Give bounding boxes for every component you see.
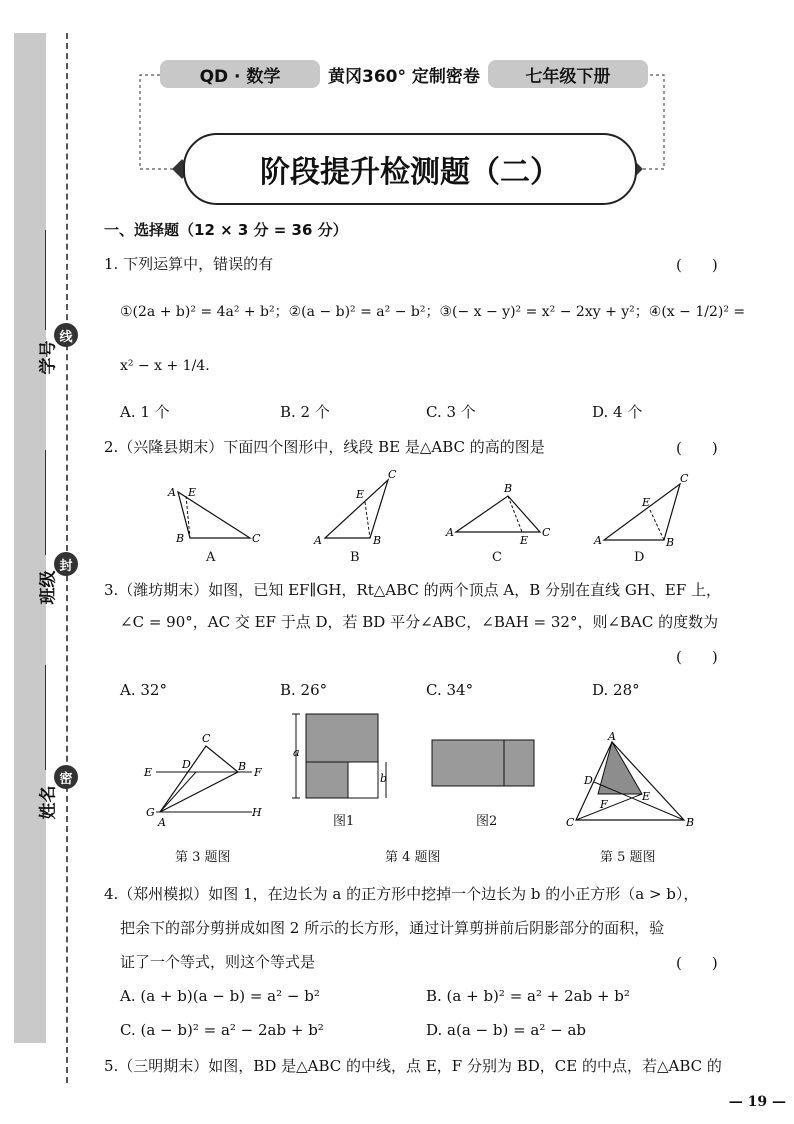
figure-5-caption: 第 5 题图 xyxy=(600,850,656,865)
name-line xyxy=(45,665,46,770)
svg-text:B: B xyxy=(504,482,513,495)
svg-text:C: C xyxy=(566,816,575,829)
svg-text:H: H xyxy=(252,806,262,819)
class-line xyxy=(45,450,46,555)
svg-text:A: A xyxy=(594,534,602,546)
svg-text:B: B xyxy=(176,532,185,545)
q1-line2: x² − x + 1/4. xyxy=(120,358,210,374)
q2-caption-c: C xyxy=(492,550,502,565)
svg-text:B: B xyxy=(666,536,675,546)
svg-text:B: B xyxy=(373,534,382,546)
svg-text:C: C xyxy=(202,732,211,745)
subject-pill: QD · 数学 xyxy=(160,60,320,88)
svg-text:C: C xyxy=(680,472,689,485)
svg-text:a: a xyxy=(293,746,300,759)
student-id-line xyxy=(45,230,46,330)
q1-option-a: A. 1 个 xyxy=(120,403,170,421)
section-heading: 一、选择题（12 × 3 分 = 36 分） xyxy=(104,221,348,239)
q4-answer-paren: ( ) xyxy=(676,954,718,972)
q2-fig-d xyxy=(593,472,689,546)
page-title: 阶段提升检测题（二） xyxy=(183,133,637,205)
seal-secret-mark: 密 xyxy=(54,765,78,789)
svg-text:C: C xyxy=(388,468,397,481)
svg-text:E: E xyxy=(356,488,365,501)
q1-option-b: B. 2 个 xyxy=(280,403,330,421)
q4-option-d: D. a(a − b) = a² − ab xyxy=(426,1021,587,1039)
svg-text:C: C xyxy=(542,526,551,539)
figure-3-caption: 第 3 题图 xyxy=(175,850,231,865)
figure-4-caption: 第 4 题图 xyxy=(385,850,441,865)
svg-text:A: A xyxy=(314,534,322,546)
q2-fig-b xyxy=(313,468,397,546)
figure-4-tu1 xyxy=(290,708,390,808)
svg-text:E: E xyxy=(642,496,651,509)
q5-line1: 5.（三明期末）如图，BD 是△ABC 的中线，点 E，F 分别为 BD，CE 的中点，若△ABC 的 xyxy=(104,1057,722,1075)
q1-option-c: C. 3 个 xyxy=(426,403,476,421)
q2-stem: 2.（兴隆县期末）下面四个图形中，线段 BE 是△ABC 的高的图是 xyxy=(104,438,545,456)
q4-line1: 4.（郑州模拟）如图 1，在边长为 a 的正方形中挖掉一个边长为 b 的小正方形（a > b）， xyxy=(104,885,699,903)
figure-4-tu2 xyxy=(430,738,536,788)
q2-answer-paren: ( ) xyxy=(676,439,718,457)
svg-text:C: C xyxy=(252,532,261,545)
svg-text:E: E xyxy=(188,486,197,499)
svg-text:b: b xyxy=(380,772,388,785)
svg-text:A: A xyxy=(168,486,176,499)
q3-option-b: B. 26° xyxy=(280,681,328,699)
svg-text:E: E xyxy=(642,790,651,803)
class-label: 班级 xyxy=(38,570,59,605)
seal-line-mark: 线 xyxy=(54,323,78,347)
q1-line1: ①(2a + b)² = 4a² + b²；②(a − b)² = a² − b²；③(− x − y)² = x² − 2xy + y²；④(x − 1/2)² = xyxy=(120,304,746,320)
q2-caption-d: D xyxy=(634,550,645,565)
q2-caption-b: B xyxy=(350,550,360,565)
q3-line2: ∠C = 90°，AC 交 EF 于点 D，若 BD 平分∠ABC，∠BAH = 32°，则∠BAC 的度数为 xyxy=(120,613,719,631)
q4-line3: 证了一个等式，则这个等式是 xyxy=(120,953,316,971)
svg-text:F: F xyxy=(600,798,608,811)
svg-text:A: A xyxy=(446,526,454,539)
q3-line1: 3.（潍坊期末）如图，已知 EF∥GH，Rt△ABC 的两个顶点 A，B 分别在直线 GH、EF 上， xyxy=(104,581,722,599)
q4-option-a: A. (a + b)(a − b) = a² − b² xyxy=(120,987,320,1005)
svg-text:F: F xyxy=(254,766,262,779)
svg-text:D: D xyxy=(182,758,191,771)
svg-text:E: E xyxy=(144,766,153,779)
q2-fig-a xyxy=(167,486,261,545)
header-row xyxy=(160,60,648,88)
svg-text:D: D xyxy=(584,774,593,787)
student-id-label: 学号 xyxy=(38,340,59,375)
q3-option-d: D. 28° xyxy=(592,681,640,699)
page-number: — 19 — xyxy=(728,1094,786,1110)
binding-sidebar xyxy=(14,33,46,1043)
q3-answer-paren: ( ) xyxy=(676,648,718,666)
q1-answer-paren: ( ) xyxy=(676,256,718,274)
q4-line2: 把余下的部分剪拼成如图 2 所示的长方形，通过计算剪拼前后阴影部分的面积，验 xyxy=(120,919,665,937)
q1-option-d: D. 4 个 xyxy=(592,403,643,421)
series-title: 黄冈360° 定制密卷 xyxy=(328,66,480,87)
svg-text:A: A xyxy=(608,730,616,743)
q3-option-a: A. 32° xyxy=(120,681,167,699)
q3-option-c: C. 34° xyxy=(426,681,474,699)
svg-text:A: A xyxy=(158,816,166,829)
svg-text:G: G xyxy=(146,806,155,819)
q2-caption-a: A xyxy=(206,550,216,565)
svg-text:B: B xyxy=(238,760,247,773)
svg-text:E: E xyxy=(520,534,529,546)
svg-text:B: B xyxy=(686,816,695,829)
figure-5 xyxy=(562,730,702,830)
grade-pill: 七年级下册 xyxy=(488,60,648,88)
q4-option-c: C. (a − b)² = a² − 2ab + b² xyxy=(120,1021,324,1039)
figure-3 xyxy=(140,728,270,830)
q1-stem: 1. 下列运算中，错误的有 xyxy=(104,255,274,273)
q2-figures xyxy=(160,466,740,546)
figure-4-tu1-label: 图1 xyxy=(333,814,355,829)
q2-fig-c xyxy=(445,482,551,546)
seal-seal-mark: 封 xyxy=(54,552,78,576)
figure-4-tu2-label: 图2 xyxy=(476,814,498,829)
name-label: 姓名 xyxy=(38,785,59,820)
q4-option-b: B. (a + b)² = a² + 2ab + b² xyxy=(426,987,630,1005)
